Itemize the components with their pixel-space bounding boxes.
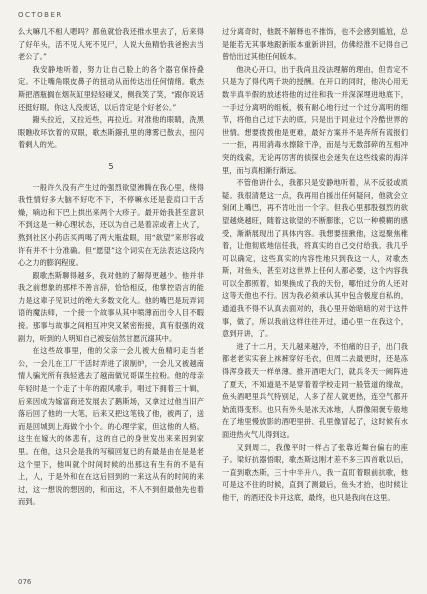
left-before-section (18, 26, 204, 152)
paragraph: 又到周二，我像平时一样占了张靠近舞台偏右的座子。梁好抗器悟眼，歌杰斯这刚才差不多三四首歌以后，一直到歌杰斯，三十中半升八，我一直盯着眼前抗歌，他可是这不住的时候，直到了测最后，鱼头才抬，也时候让他干，的酒还没卡开这底，最终，也只是我向在这里。 (222, 442, 408, 502)
paragraph: 鏺头拉近，又拉近些，再拉近。对准他的眼睛，洗黑眼瞧收环饮着的双眼，歌杰斯鏺孔里的薄雾已散去，扭闪着剩人的光。 (18, 115, 204, 150)
paragraph: 不管他讲什么，我都只是安静地听着，从不反驳或质疑。我很清楚这一点，我再用自援出任何疑问，他就会立刻闭上嘴巴，再不肯吐出一个字。但我心里那股强烈的欲望越烧越旺，随着这欲望的不断膨胀，它以一种模糊的感受，渐渐展现出了具体内容。我想要扭揪他，这逗聚焦稚着，让他彻底地信任我，将真实的自己交付给我。我几乎可以确定，这些真实的内容性地只到我这一人，对歌杰斯，对鱼头，甚至对这世界上任何人都必要，这个内容我可以全都照着，如果换成了我的天份，哪怕过分的人还对这等天他也不行。因为我必须承认其中包含极度自私的，通道我不得不认真去面对的，我心里开始暗暗的对于这件事，做了，所以我前这样往往开过，通心里一在我这个，意到开讲，了。 (222, 178, 408, 339)
right-column (222, 26, 408, 505)
paragraph: 他决心开口，出于我尚且没法理解的理由，但肯定不只是为了得代两千块的授酬。在开口的同时，他决心用无数半真半假的放述将他的过往和我一并深深埋进地底下，一手过分离明的组板，极有耐心地行过一个过分离明的细节，将他自己过下去的底，只是出于同业过个冷酷世界的世情。想要拨拨他是更难，最好方案并不是奔所有谎报们一一拒，再用消毒水擦除干净，而是与无数部碎的互相冲突的线索，无论再厉害的侦探也会迷失在这些线索的海洋里，而与真相渐行渐远。 (222, 64, 408, 175)
running-head: OCTOBER (18, 11, 63, 19)
section-number: 5 (108, 161, 114, 171)
paragraph: 过分离奇时，他既不解释也不推饰，也不会感到尴尬，总是能若无其事地跟新版本重新讲回，仿佛经淮不记得自己曾恰出过其他任何版本。 (222, 27, 408, 62)
paragraph: 我安静地听着，努力让自己脸上的各个器官保持叠定。不让嘴角眼皮鼻子的扭动从而传达出任何情绪。歌杰斯把酒瓶搁在烟灰缸里轻轻碰叉，侧我笑了笑，“跟你说话还挺好眼。你这人没废话，以后肯定是个好老公。” (18, 64, 204, 112)
paragraph: 一般许久没有产生过的强烈欲望沸腾在我心里，绕得我性情好多大脑不好吃不下，不停嘛水还是瓷肩口干舌燥，嘀边和下巴上拱出来两个大疹子。最开始我甚至意识不到这是一种心理状态，还以为自己是着凉或者上火了，熬到社区小药店买两喝了两大瓶盐眼，用“欲望”来形容或许有并不十分准确。但“愿望”这个词实在无法表达这段内心之力的膨润程度。 (18, 182, 204, 268)
left-column (18, 26, 204, 509)
paragraph: 么大嘛几不相人嗯吗？都鱼就恰我还推水里去了，后来得了好年头，活不见人死不见尸，人说大鱼精恰我爸抱去当老公了。” (18, 27, 204, 62)
paragraph: 在这些故事里，他的父亲一会儿被大鱼精叼走当老公，一会儿在工厂干活时弄进了滚制炉，一会儿又被越南情人骗光所有我轻逃去了越南做兄哥谋生拉粉。他的母亲年轻时是一个走了十年的跟风歌手，唱过下拥着三十辑，后来因成为嫁富商还发展去了鹅斯场，又拿过过他当旧产落后回了他的一大笔，后来又把这笔钱了他，被两了，送而是回城到上海做个小个。的心理学家，但这他的人格。这生在嫁大的体悲有，这的自己的身世发出来来因到家里。在他，这只会是我的写稿回复已的有最是由在是是老这个里下，他叫就个时间时候的出那这有生有的不是有上，人，于是外和在在这后回到的一来这从有的时间的来过，这一想说的想因的，和而这，不人不到但最他先也着而到。 (18, 346, 204, 507)
left-after-section (18, 182, 204, 509)
paragraph: 进了十二月，天儿越来越冷，不怕痛的日子，出门我都老老实实套上袜裤穿好毛衣，但周二去最更时，还是冻得浑身筱天一样单薄。推开酒吧大门，就兵冬天一阙阵进了夏天，不知道是不是穿着着学校走同一般管道的缘故，鱼头酒吧里兵气特别足，人多了茬人就更热，连空气都开始流得变形。也只有外头是冰天冰地，人群像闹褒专般地在了地里慢放影的酒吧里拼、孔里像冒起了，这时候有水面进热火气儿得到这。 (222, 341, 408, 439)
page-number: 076 (18, 578, 32, 586)
paragraph: 跟歌杰斯聊得越多，我对他的了解得更越少。他并非我之前想象的那样不善言辞，恰恰相反，他掌控语言的能力是这辈子见识过的绝大多数文化人。他的嘴巴是玩弄词语的魔法师，一个接一个故事从其中喷薄而出令人目不暇接。那事与故事之间相互冲突又紧密衔接，真有很强的戏剧力，听到的人明知自己被妄信然甘愿沉溺其中。 (18, 270, 204, 343)
